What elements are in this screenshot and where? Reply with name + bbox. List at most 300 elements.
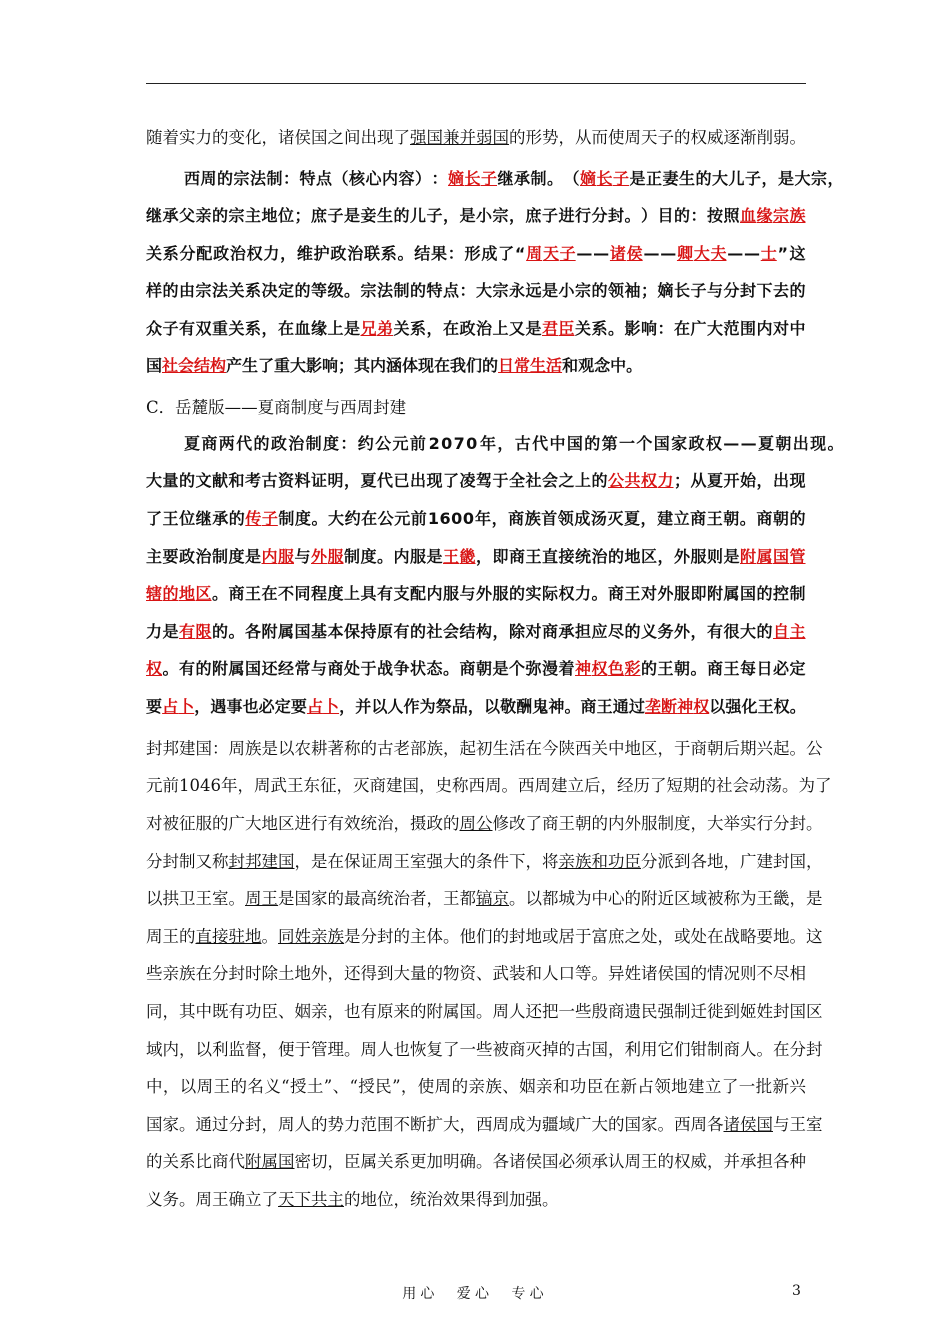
glyph: 鬼 <box>532 697 549 716</box>
glyph: 城 <box>558 889 575 908</box>
glyph: 使 <box>417 1077 435 1096</box>
glyph: 关 <box>377 1152 394 1171</box>
glyph: 和 <box>228 471 245 490</box>
glyph: 周 <box>245 889 262 908</box>
glyph: 关 <box>575 319 592 338</box>
glyph: 的 <box>443 814 460 833</box>
glyph: 王 <box>641 1152 658 1171</box>
glyph: 是 <box>806 889 823 908</box>
glyph: 态 <box>426 659 443 678</box>
glyph: 的 <box>212 814 229 833</box>
glyph: 直 <box>542 547 559 566</box>
glyph: 特 <box>299 169 316 188</box>
glyph: 国 <box>195 739 212 758</box>
glyph: 子 <box>559 244 576 263</box>
glyph: 很 <box>723 622 740 641</box>
glyph: 在 <box>261 584 278 603</box>
glyph: 前 <box>409 434 426 453</box>
glyph: 把 <box>542 1002 559 1021</box>
glyph: 效 <box>344 814 361 833</box>
glyph: 国 <box>789 852 806 871</box>
glyph: 是 <box>492 659 509 678</box>
glyph: 继 <box>195 509 212 528</box>
glyph: 到 <box>674 852 691 871</box>
glyph: 西 <box>518 776 535 795</box>
glyph: 畿 <box>773 889 790 908</box>
glyph: 周 <box>434 1077 452 1096</box>
glyph: 通 <box>612 697 629 716</box>
glyph: 历 <box>633 776 650 795</box>
glyph: 附 <box>245 1152 262 1171</box>
glyph: 的 <box>179 927 196 946</box>
glyph: 治 <box>591 547 608 566</box>
text-line <box>146 582 806 606</box>
text-line <box>146 1113 823 1137</box>
glyph: 行 <box>575 206 592 225</box>
glyph: 附 <box>212 659 229 678</box>
glyph: 有 <box>179 622 196 641</box>
glyph: 又 <box>195 852 212 871</box>
glyph: 化 <box>245 128 262 147</box>
glyph: 是 <box>344 319 361 338</box>
glyph: 着 <box>162 128 179 147</box>
glyph: 接 <box>558 547 575 566</box>
glyph: 系 <box>393 1152 410 1171</box>
glyph: 物 <box>443 964 460 983</box>
glyph: 要 <box>756 927 773 946</box>
glyph: 是 <box>245 547 262 566</box>
glyph: 子 <box>657 128 674 147</box>
glyph: — <box>743 244 760 263</box>
glyph: 响 <box>641 319 658 338</box>
glyph: 并 <box>355 697 372 716</box>
glyph: 夏 <box>623 509 640 528</box>
glyph: 上 <box>327 319 344 338</box>
glyph: 立 <box>567 776 584 795</box>
glyph: 人 <box>542 964 559 983</box>
text-line <box>146 279 806 303</box>
glyph: 诸 <box>641 964 658 983</box>
glyph: 强 <box>426 852 443 871</box>
glyph: ） <box>641 206 658 225</box>
glyph: 的 <box>230 1077 247 1096</box>
glyph: 正 <box>646 169 663 188</box>
glyph: 邦 <box>162 739 179 758</box>
glyph: 等 <box>575 964 592 983</box>
glyph: ， <box>261 1040 278 1059</box>
glyph: 与 <box>773 1115 790 1134</box>
glyph: 公 <box>608 471 625 490</box>
glyph: 商 <box>459 659 476 678</box>
glyph: 内 <box>382 169 399 188</box>
glyph: 心 <box>365 169 382 188</box>
glyph: 大 <box>693 244 710 263</box>
text-line <box>146 962 806 986</box>
glyph: 断 <box>410 1115 427 1134</box>
glyph: 国 <box>756 1115 773 1134</box>
glyph: 臣 <box>586 1077 604 1096</box>
glyph: 人 <box>377 1040 394 1059</box>
glyph: 结 <box>414 244 431 263</box>
glyph: 色 <box>608 659 625 678</box>
glyph: 国 <box>402 776 419 795</box>
glyph: 即 <box>492 547 509 566</box>
glyph: 尽 <box>608 622 625 641</box>
glyph: 的 <box>608 1115 625 1134</box>
glyph: 于 <box>674 739 691 758</box>
glyph: 的 <box>212 622 229 641</box>
glyph: 国 <box>294 889 311 908</box>
glyph: 了 <box>443 471 460 490</box>
glyph: 朝 <box>707 739 724 758</box>
glyph: 畿 <box>459 547 476 566</box>
glyph: 、 <box>502 1077 519 1096</box>
glyph: 管 <box>311 1040 328 1059</box>
glyph: 并 <box>723 1152 740 1171</box>
glyph: 。 <box>476 1002 493 1021</box>
glyph: 荡 <box>765 776 782 795</box>
glyph: 一 <box>459 1040 476 1059</box>
glyph: 商 <box>690 509 707 528</box>
glyph: 他 <box>459 927 476 946</box>
glyph: 继 <box>497 169 514 188</box>
glyph: 形 <box>525 128 542 147</box>
glyph: 姓 <box>624 964 641 983</box>
glyph: ， <box>756 471 773 490</box>
glyph: 资 <box>459 964 476 983</box>
glyph: 与 <box>707 281 724 300</box>
glyph: 装 <box>509 964 526 983</box>
glyph: 目 <box>657 206 674 225</box>
glyph: 社 <box>525 471 542 490</box>
key-term: 社会结构 <box>162 356 227 375</box>
glyph: 以 <box>146 889 163 908</box>
glyph: 上 <box>492 319 509 338</box>
glyph: 们 <box>476 927 493 946</box>
glyph: 王 <box>757 697 774 716</box>
glyph: 系 <box>162 244 179 263</box>
glyph: 兴 <box>789 1077 806 1096</box>
glyph: 监 <box>228 1040 245 1059</box>
glyph: ： <box>690 206 707 225</box>
glyph: 农 <box>294 739 311 758</box>
glyph: 分 <box>179 244 196 263</box>
glyph: 权 <box>690 128 707 147</box>
glyph: 宗 <box>773 206 790 225</box>
glyph: ， <box>827 169 844 188</box>
glyph: — <box>727 244 744 263</box>
glyph: 周 <box>200 169 217 188</box>
glyph: 承 <box>514 169 531 188</box>
glyph: 封 <box>228 852 245 871</box>
glyph: 位 <box>278 206 295 225</box>
glyph: 强 <box>657 1002 674 1021</box>
glyph: 日 <box>756 659 773 678</box>
glyph: 封 <box>789 814 806 833</box>
glyph: 是 <box>723 547 740 566</box>
glyph: 西 <box>468 776 485 795</box>
text-line <box>146 507 806 531</box>
glyph: ， <box>327 1152 344 1171</box>
glyph: 内 <box>426 584 443 603</box>
glyph: ： <box>657 319 674 338</box>
glyph: 建 <box>756 852 773 871</box>
glyph: 分 <box>773 814 790 833</box>
text-line <box>146 126 806 150</box>
glyph: 国 <box>674 964 691 983</box>
glyph: 承 <box>740 1152 757 1171</box>
glyph: 亲 <box>162 964 179 983</box>
glyph: 度 <box>327 584 344 603</box>
glyph: 保 <box>344 852 361 871</box>
glyph: 法 <box>377 281 394 300</box>
glyph: 关 <box>591 739 608 758</box>
glyph: ， <box>280 244 297 263</box>
glyph: 周 <box>690 1115 707 1134</box>
glyph: 外 <box>674 547 691 566</box>
glyph: 地 <box>624 739 641 758</box>
glyph: 担 <box>575 622 592 641</box>
glyph: 中 <box>608 739 625 758</box>
glyph: 两 <box>218 434 235 453</box>
glyph: 民 <box>641 1002 658 1021</box>
glyph: 姓 <box>756 1002 773 1021</box>
glyph: 公 <box>375 434 392 453</box>
glyph: 权 <box>674 1152 691 1171</box>
glyph: 直 <box>195 927 212 946</box>
glyph: 联 <box>363 244 380 263</box>
glyph: 朝 <box>575 814 592 833</box>
glyph: 被 <box>707 889 724 908</box>
glyph: 商 <box>608 1002 625 1021</box>
glyph: 的 <box>624 622 641 641</box>
glyph: 权 <box>246 244 263 263</box>
glyph: 王 <box>195 889 212 908</box>
glyph: 的 <box>311 1115 328 1134</box>
glyph: ， <box>657 739 674 758</box>
header-rule <box>146 83 806 84</box>
glyph: 古 <box>514 434 531 453</box>
glyph: 一 <box>618 434 635 453</box>
glyph: ， <box>657 927 674 946</box>
glyph: 间 <box>344 128 361 147</box>
glyph: 于 <box>492 471 509 490</box>
glyph: 卿 <box>676 244 693 263</box>
glyph: 亲 <box>311 1002 328 1021</box>
glyph: 其 <box>179 1002 196 1021</box>
glyph: （ <box>563 169 580 188</box>
glyph: 夏 <box>360 471 377 490</box>
glyph: 以 <box>278 739 295 758</box>
glyph: 前 <box>162 776 179 795</box>
glyph: 了 <box>721 1077 739 1096</box>
glyph: 生 <box>377 206 394 225</box>
glyph: 一 <box>558 1002 575 1021</box>
glyph: 袖 <box>624 281 641 300</box>
glyph: 通 <box>195 1115 212 1134</box>
glyph: 0 <box>189 776 200 795</box>
glyph: 现 <box>426 471 443 490</box>
glyph: 周 <box>624 128 641 147</box>
glyph: 的 <box>608 547 625 566</box>
glyph: 也 <box>242 697 259 716</box>
glyph: 加 <box>426 1152 443 1171</box>
glyph: 高 <box>360 889 377 908</box>
glyph: 臣 <box>261 1002 278 1021</box>
glyph: ， <box>600 776 617 795</box>
glyph: 制 <box>212 547 229 566</box>
glyph: 分 <box>789 1040 806 1059</box>
glyph: 行 <box>756 814 773 833</box>
glyph: 定 <box>278 281 295 300</box>
text-line <box>146 812 823 836</box>
glyph: 公 <box>476 814 493 833</box>
glyph: 外 <box>657 584 674 603</box>
glyph: 的 <box>641 659 658 678</box>
glyph: 属 <box>723 584 740 603</box>
glyph: 族 <box>524 509 541 528</box>
glyph: 明 <box>327 471 344 490</box>
glyph: 国 <box>459 1002 476 1021</box>
glyph: 附 <box>740 547 757 566</box>
glyph: 果 <box>431 244 448 263</box>
glyph: 内 <box>261 547 278 566</box>
glyph: 各 <box>773 1152 790 1171</box>
glyph: 已 <box>393 471 410 490</box>
glyph: 成 <box>481 244 498 263</box>
glyph: 各 <box>245 622 262 641</box>
glyph: 2 <box>428 434 440 453</box>
glyph: 者 <box>410 889 427 908</box>
text-line <box>146 1038 823 1062</box>
glyph: 君 <box>542 319 559 338</box>
glyph: 认 <box>608 1152 625 1171</box>
glyph: 弥 <box>525 659 542 678</box>
glyph: ， <box>476 547 493 566</box>
glyph: 神 <box>575 659 592 678</box>
glyph: 围 <box>740 319 757 338</box>
glyph: “ <box>514 244 526 263</box>
glyph: 侯 <box>525 1152 542 1171</box>
glyph: 夏 <box>757 434 774 453</box>
glyph: 称 <box>344 739 361 758</box>
glyph: 配 <box>410 584 427 603</box>
glyph: ； <box>641 281 658 300</box>
glyph: 父 <box>179 206 196 225</box>
glyph: 了 <box>525 814 542 833</box>
glyph: 占 <box>306 697 323 716</box>
glyph: 地 <box>707 852 724 871</box>
glyph: 封 <box>162 852 179 871</box>
glyph: 属 <box>278 622 295 641</box>
glyph: 到 <box>377 964 394 983</box>
glyph: 下 <box>756 281 773 300</box>
glyph: 建 <box>261 852 278 871</box>
glyph: 掉 <box>542 1040 559 1059</box>
glyph: 在 <box>443 319 460 338</box>
glyph: 变 <box>228 128 245 147</box>
glyph: 兴 <box>756 739 773 758</box>
glyph: 的 <box>690 964 707 983</box>
glyph: 的 <box>146 1152 163 1171</box>
glyph: ； <box>294 206 311 225</box>
glyph: 配 <box>196 244 213 263</box>
glyph: 改 <box>509 814 526 833</box>
glyph: 公 <box>377 509 394 528</box>
glyph: 随 <box>146 128 163 147</box>
glyph: 过 <box>628 697 645 716</box>
glyph: 立 <box>704 1077 722 1096</box>
glyph: 长 <box>674 281 691 300</box>
glyph: 之 <box>327 128 344 147</box>
glyph: 。 <box>591 584 608 603</box>
glyph: 诸 <box>723 1115 740 1134</box>
glyph: 嫡 <box>657 281 674 300</box>
glyph: — <box>660 244 677 263</box>
glyph: 度 <box>674 814 691 833</box>
text-line <box>146 695 806 719</box>
text-line <box>146 925 823 949</box>
glyph: 土 <box>306 1077 324 1096</box>
glyph: 缘 <box>311 319 328 338</box>
glyph: ： <box>431 169 448 188</box>
glyph: 庶 <box>608 927 625 946</box>
glyph: 公 <box>806 739 823 758</box>
glyph: 封 <box>377 927 394 946</box>
glyph: 封 <box>245 1115 262 1134</box>
glyph: 关 <box>162 1152 179 1171</box>
glyph: 之 <box>558 471 575 490</box>
glyph: 每 <box>740 659 757 678</box>
glyph: 统 <box>377 889 394 908</box>
glyph: 的 <box>674 206 691 225</box>
glyph: 特 <box>426 281 443 300</box>
glyph: 国 <box>311 128 328 147</box>
glyph: 分 <box>146 852 163 871</box>
glyph: 。 <box>591 964 608 983</box>
glyph: 件 <box>492 852 509 871</box>
glyph: 姻 <box>294 1002 311 1021</box>
glyph: 民 <box>375 1077 392 1096</box>
glyph: 这 <box>806 927 823 946</box>
glyph: 周 <box>624 1152 641 1171</box>
glyph: 。 <box>789 739 806 758</box>
glyph: 大 <box>794 169 811 188</box>
glyph: 史 <box>435 776 452 795</box>
glyph: 传 <box>245 509 262 528</box>
glyph: ， <box>690 622 707 641</box>
glyph: 的 <box>509 584 526 603</box>
glyph: 争 <box>393 659 410 678</box>
glyph: 力 <box>344 1115 361 1134</box>
glyph: 西 <box>476 1115 493 1134</box>
glyph: 献 <box>212 471 229 490</box>
section-heading <box>146 396 406 420</box>
glyph: 服 <box>278 547 295 566</box>
glyph: 周 <box>254 776 271 795</box>
glyph: 基 <box>311 622 328 641</box>
glyph: 进 <box>294 814 311 833</box>
text-run: C．岳麓版——夏商制度与西周封建 <box>146 398 407 417</box>
glyph: 文 <box>195 471 212 490</box>
glyph: 王 <box>443 547 460 566</box>
glyph: 从 <box>690 471 707 490</box>
glyph: 附 <box>641 889 658 908</box>
glyph: 确 <box>459 1152 476 1171</box>
glyph: 新 <box>772 1077 789 1096</box>
glyph: 统 <box>575 547 592 566</box>
glyph: 国 <box>492 128 509 147</box>
